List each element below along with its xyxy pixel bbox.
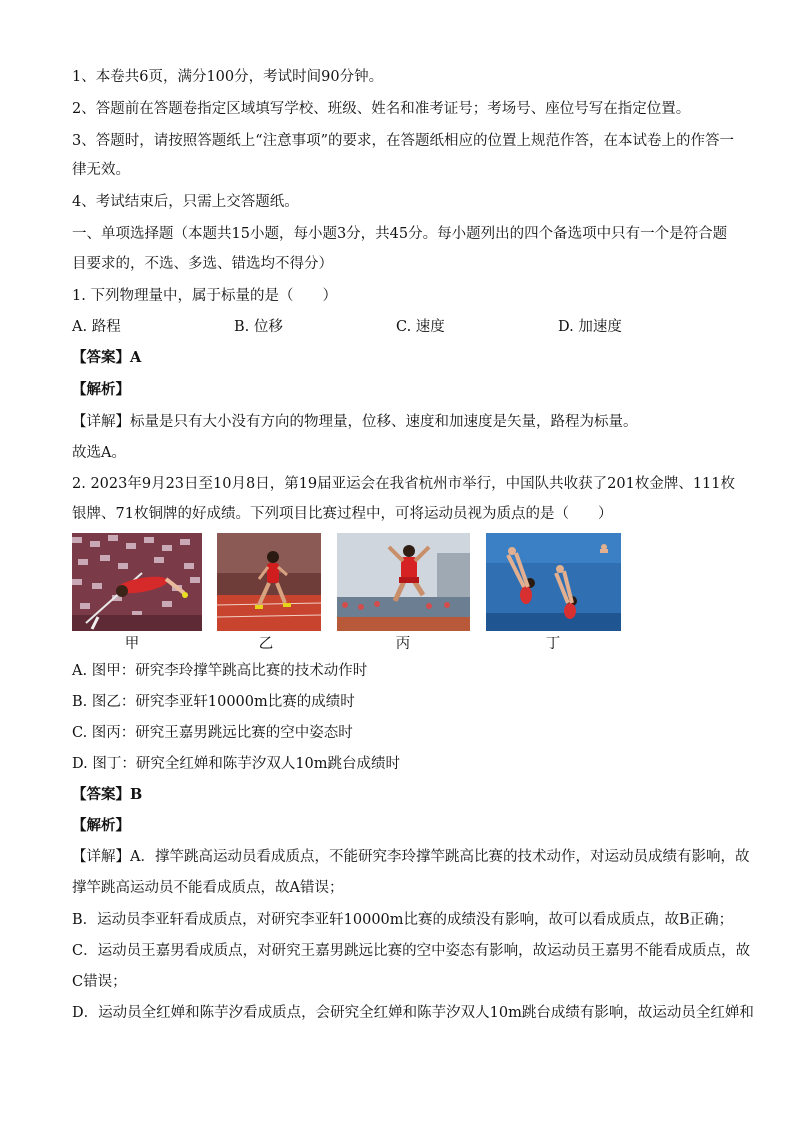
q2-detail-2: 撑竿跳高运动员不能看成质点，故A错误； — [72, 880, 344, 896]
q2-option-c: C. 图丙：研究王嘉男跳远比赛的空中姿态时 — [72, 725, 353, 741]
q1-stem: 1. 下列物理量中，属于标量的是（ ） — [72, 288, 337, 304]
q2-detail-5: C错误； — [72, 974, 127, 990]
q2-stem-2: 银牌、71枚铜牌的好成绩。下列项目比赛过程中，可将运动员视为质点的是（ ） — [72, 506, 613, 522]
q2-option-d: D. 图丁：研究全红婵和陈芋汐双人10m跳台成绩时 — [72, 756, 401, 772]
q2-stem-1: 2. 2023年9月23日至10月8日，第19届亚运会在我省杭州市举行，中国队共收获了201枚金牌、111枚 — [72, 476, 735, 492]
note-1: 1、本卷共6页，满分100分，考试时间90分钟。 — [72, 69, 384, 85]
caption-jia: 甲 — [124, 636, 140, 652]
q2-detail-4: C．运动员王嘉男看成质点，对研究王嘉男跳远比赛的空中姿态有影响，故运动员王嘉男不能看成质点，故 — [72, 943, 751, 959]
q2-detail-6: D．运动员全红婵和陈芋汐看成质点，会研究全红婵和陈芋汐双人10m跳台成绩有影响，故运动员全红婵和 — [72, 1005, 754, 1021]
q1-answer: 【答案】A — [72, 349, 142, 366]
caption-yi: 乙 — [258, 636, 274, 652]
q1-conclusion: 故选A。 — [72, 445, 126, 461]
q1-option-c: C. 速度 — [396, 319, 445, 335]
caption-ding: 丁 — [545, 636, 561, 652]
note-3-cont: 律无效。 — [72, 162, 130, 178]
photo-pole-vault — [72, 533, 202, 631]
q2-detail-1: 【详解】A．撑竿跳高运动员看成质点，不能研究李玲撑竿跳高比赛的技术动作，对运动员成绩有影响，故 — [72, 849, 750, 865]
note-4: 4、考试结束后，只需上交答题纸。 — [72, 194, 299, 210]
photo-long-jump — [337, 533, 470, 631]
caption-bing: 丙 — [395, 636, 411, 652]
q2-analysis: 【解析】 — [72, 817, 130, 834]
q2-answer: 【答案】B — [72, 786, 143, 803]
q2-option-a: A. 图甲：研究李玲撑竿跳高比赛的技术动作时 — [72, 663, 368, 679]
note-3: 3、答题时，请按照答题纸上“注意事项”的要求，在答题纸相应的位置上规范作答，在本试卷上的作答一 — [72, 133, 735, 149]
q1-detail: 【详解】标量是只有大小没有方向的物理量，位移、速度和加速度是矢量，路程为标量。 — [72, 414, 638, 430]
section-heading-cont: 目要求的，不选、多选、错选均不得分） — [72, 256, 333, 272]
note-2: 2、答题前在答题卷指定区域填写学校、班级、姓名和准考证号；考场号、座位号写在指定位置。 — [72, 101, 691, 117]
q1-option-a: A. 路程 — [72, 319, 121, 335]
q2-detail-3: B．运动员李亚轩看成质点，对研究李亚轩10000m比赛的成绩没有影响，故可以看成质点，故B正确； — [72, 912, 734, 928]
photo-diving — [486, 533, 621, 631]
photo-running — [217, 533, 321, 631]
q1-option-b: B. 位移 — [234, 319, 283, 335]
q2-option-b: B. 图乙：研究李亚轩10000m比赛的成绩时 — [72, 694, 355, 710]
q1-options — [72, 318, 732, 336]
q1-option-d: D. 加速度 — [558, 319, 622, 335]
q1-analysis: 【解析】 — [72, 381, 130, 398]
section-heading: 一、单项选择题（本题共15小题，每小题3分，共45分。每小题列出的四个备选项中只有一个是符合题 — [72, 226, 728, 242]
